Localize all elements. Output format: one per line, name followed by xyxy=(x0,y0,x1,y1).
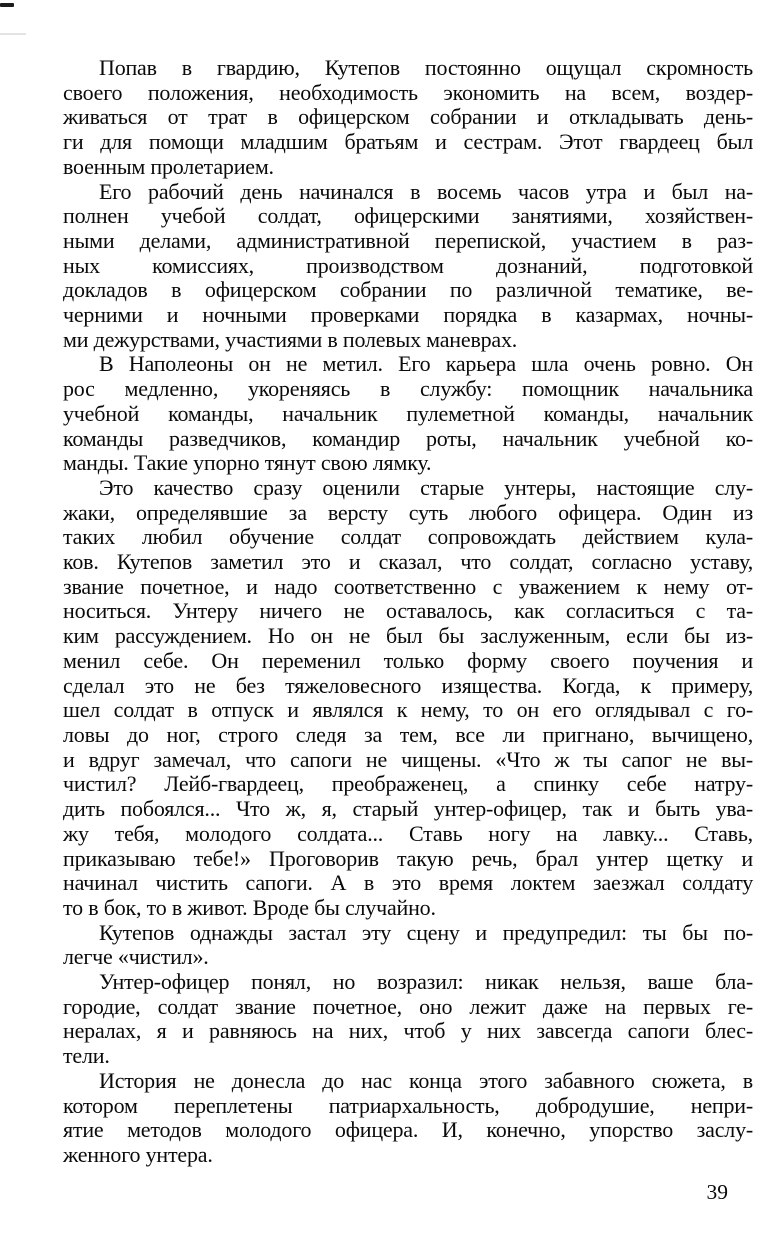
page-number xyxy=(63,1180,753,1204)
text-line: нералах, я и равняюсь на них, чтоб у них завсегда сапоги блес- xyxy=(63,1018,753,1044)
text-line: ятие методов молодого офицера. И, конечно, упорство заслу- xyxy=(63,1117,753,1143)
text-line: таких любил обучение солдат сопровождать действием кула- xyxy=(63,524,753,550)
text-line: ким рассуждением. Но он не был бы заслуженным, если бы из- xyxy=(63,623,753,649)
text-line: ков. Кутепов заметил это и сказал, что солдат, согласно уставу, xyxy=(63,549,753,575)
text-line: ных комиссиях, производством дознаний, подготовкой xyxy=(63,252,753,278)
text-line: жаки, определявшие за версту суть любого офицера. Один из xyxy=(63,499,753,525)
paragraph xyxy=(63,352,753,476)
body-text xyxy=(63,56,753,1168)
text-line: сделал это не без тяжеловесного изящества. Когда, к примеру, xyxy=(63,672,753,698)
text-line: тели. xyxy=(63,1043,110,1069)
text-line: и вдруг замечал, что сапоги не чищены. «Что ж ты сапог не вы- xyxy=(63,746,753,772)
paragraph xyxy=(63,56,753,180)
text-line: В Наполеоны он не метил. Его карьера шла очень ровно. Он xyxy=(99,351,753,377)
text-line: городие, солдат звание почетное, оно лежит даже на первых ге- xyxy=(63,993,753,1019)
scan-artifact-dash xyxy=(0,3,14,7)
scan-artifact-streak xyxy=(0,33,26,35)
text-line: ловы до ног, строго следя за тем, все ли пригнано, вычищено, xyxy=(63,721,753,747)
paragraph xyxy=(63,180,753,353)
text-line: котором переплетены патриархальность, добродушие, непри- xyxy=(63,1092,753,1118)
page-number-value: 39 xyxy=(706,1180,728,1204)
text-line: чистил? Лейб-гвардеец, преображенец, а спинку себе натру- xyxy=(63,771,753,797)
text-line: ми дежурствами, участиями в полевых маневрах. xyxy=(63,326,518,352)
text-line: начинал чистить сапоги. А в это время локтем заезжал солдату xyxy=(63,870,753,896)
text-line: то в бок, то в живот. Вроде бы случайно. xyxy=(63,894,436,920)
text-line: шел солдат в отпуск и являлся к нему, то он его оглядывал с го- xyxy=(63,697,753,723)
text-line: Унтер-офицер понял, но возразил: никак нельзя, ваше бла- xyxy=(99,969,753,995)
text-line: полнен учебой солдат, офицерскими занятиями, хозяйствен- xyxy=(63,203,753,229)
text-line: легче «чистил». xyxy=(63,944,209,970)
text-line: женного унтера. xyxy=(63,1141,213,1167)
paragraph xyxy=(63,1069,753,1168)
text-line: звание почетное, и надо соответственно с уважением к нему от- xyxy=(63,573,753,599)
text-line: ными делами, административной перепиской, участием в раз- xyxy=(63,227,753,253)
text-line: Его рабочий день начинался в восемь часов утра и был на- xyxy=(99,178,753,204)
text-line: приказываю тебе!» Проговорив такую речь, брал унтер щетку и xyxy=(63,845,753,871)
text-line: История не донесла до нас конца этого забавного сюжета, в xyxy=(99,1067,753,1093)
text-line: менил себе. Он переменил только форму своего поучения и xyxy=(63,647,753,673)
text-line: живаться от трат в офицерском собрании и откладывать день- xyxy=(63,104,753,130)
text-line: жу тебя, молодого солдата... Ставь ногу на лавку... Ставь, xyxy=(63,820,753,846)
paragraph xyxy=(63,476,753,921)
text-line: рос медленно, укореняясь в службу: помощник начальника xyxy=(63,376,753,402)
text-line: военным пролетарием. xyxy=(63,153,274,179)
text-line: Попав в гвардию, Кутепов постоянно ощущал скромность xyxy=(99,55,753,80)
text-line: Это качество сразу оценили старые унтеры, настоящие слу- xyxy=(99,474,753,500)
text-line: черними и ночными проверками порядка в казармах, ночны- xyxy=(63,302,753,328)
text-line: дить побоялся... Что ж, я, старый унтер-офицер, так и быть ува- xyxy=(63,796,753,822)
text-line: манды. Такие упорно тянут свою лямку. xyxy=(63,450,432,476)
text-line: носиться. Унтеру ничего не оставалось, как согласиться с та- xyxy=(63,598,753,624)
text-line: своего положения, необходимость экономить на всем, воздер- xyxy=(63,79,753,105)
text-line: ги для помощи младшим братьям и сестрам. Этот гвардеец был xyxy=(63,129,753,155)
paragraph xyxy=(63,970,753,1069)
text-line: докладов в офицерском собрании по различной тематике, ве- xyxy=(63,277,753,303)
text-line: Кутепов однажды застал эту сцену и предупредил: ты бы по- xyxy=(99,919,753,945)
text-line: команды разведчиков, командир роты, начальник учебной ко- xyxy=(63,425,753,451)
paragraph xyxy=(63,921,753,970)
text-line: учебной команды, начальник пулеметной команды, начальник xyxy=(63,400,753,426)
